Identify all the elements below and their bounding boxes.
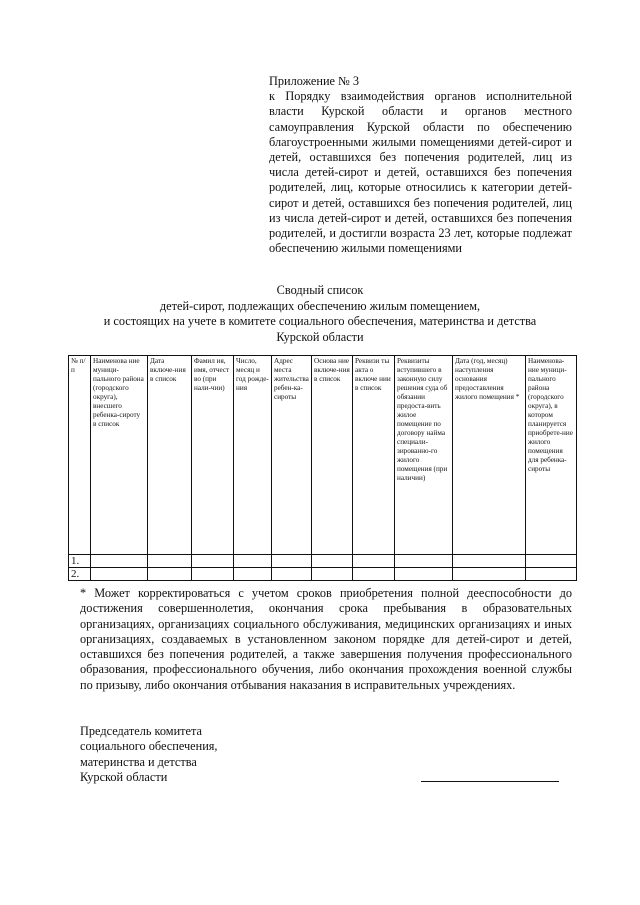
list-title-line-4: Курской области	[276, 329, 364, 344]
table-header-cell: Основа ние включе-ния в список	[312, 356, 353, 555]
signature-line-1: Председатель комитета	[80, 724, 202, 738]
table-header-cell: Дата (год, месяц) наступления основания предоставления жилого помещения *	[453, 356, 526, 555]
appendix-text: к Порядку взаимодействия органов исполнительной власти Курской области и органов местного самоуправления Курской области по обеспечению благоустроенными жилыми помещениями детей-сирот и детей, оставшихся без попечения родителей, лиц из числа детей-сирот и детей, оставшихся без попечения родителей, лиц, которые относились к категории детей-сирот и детей, оставшихся без попечения родителей, лиц из числа детей-сирот и детей, оставшихся без попечения родителей, и достигли возраста 23 лет, которые подлежат обеспечению жилыми помещениями	[269, 89, 572, 256]
table-cell	[148, 555, 192, 568]
appendix-title: Приложение № 3	[269, 74, 360, 88]
table-cell	[91, 555, 148, 568]
table-row	[69, 555, 577, 568]
table-cell	[453, 568, 526, 581]
table-cell	[395, 555, 453, 568]
table-header-cell: Наименова-ние муници-пального района (городского округа), в котором планируется приобрете-ние жилого помещения для ребенка-сироты	[526, 356, 577, 555]
table-cell	[526, 568, 577, 581]
row-number: 1.	[69, 555, 91, 568]
table-cell	[234, 555, 272, 568]
table-header-row	[69, 356, 577, 555]
table-cell	[395, 568, 453, 581]
list-title	[0, 283, 640, 345]
table-header-cell: Фамил ия, имя, отчест во (при нали-чии)	[192, 356, 234, 555]
list-title-line-1: Сводный список	[276, 283, 364, 297]
footnote: * Может корректироваться с учетом сроков приобретения полной дееспособности до достижения совершеннолетия, окончания срока пребывания в образовательных организациях, организациях социального обслуживания, медицинских организациях и иных организациях, создаваемых в установленном законом порядке для детей-сирот и детей, оставшихся без попечения родителей, а также завершения получения профессионального образования, профессионального обучения, либо окончания прохождения военной службы по призыву, либо окончания отбывания наказания в исправительных учреждениях.	[80, 586, 572, 692]
table-cell	[453, 555, 526, 568]
table-cell	[192, 555, 234, 568]
signature-underline	[421, 781, 559, 782]
table-cell	[148, 568, 192, 581]
table-cell	[272, 555, 312, 568]
table-header-cell: Дата включе-ния в список	[148, 356, 192, 555]
table-cell	[272, 568, 312, 581]
table-cell	[312, 568, 353, 581]
signature-block	[80, 724, 340, 785]
row-number: 2.	[69, 568, 91, 581]
table-cell	[353, 568, 395, 581]
signature-line-4: Курской области	[80, 769, 168, 784]
table-cell	[192, 568, 234, 581]
table-header-cell: Реквизиты вступившего в законную силу решения суда об обязании предоста-вить жилое помещение по договору найма специали-зированно-го жилого помещения (при наличии)	[395, 356, 453, 555]
summary-table	[68, 355, 577, 581]
table-header-cell: Число, месяц и год рожде-ния	[234, 356, 272, 555]
table-cell	[234, 568, 272, 581]
table-cell	[526, 555, 577, 568]
table-header-cell: Наименова ние муници-пального района (городского округа), внесшего ребенка-сироту в список	[91, 356, 148, 555]
table-cell	[312, 555, 353, 568]
signature-line-3: материнства и детства	[80, 754, 197, 769]
list-title-line-3: и состоящих на учете в комитете социального обеспечения, материнства и детства	[103, 314, 537, 328]
table-header-cell: № п/ п	[69, 356, 91, 555]
table-cell	[353, 555, 395, 568]
list-title-line-2: детей-сирот, подлежащих обеспечению жилым помещением,	[159, 298, 481, 313]
signature-line-2: социального обеспечения,	[80, 739, 218, 754]
table-header-cell: Адрес места жительства ребен-ка-сироты	[272, 356, 312, 555]
table-cell	[91, 568, 148, 581]
appendix-header	[269, 74, 572, 256]
table-header-cell: Реквизи ты акта о включе нии в список	[353, 356, 395, 555]
table-row	[69, 568, 577, 581]
